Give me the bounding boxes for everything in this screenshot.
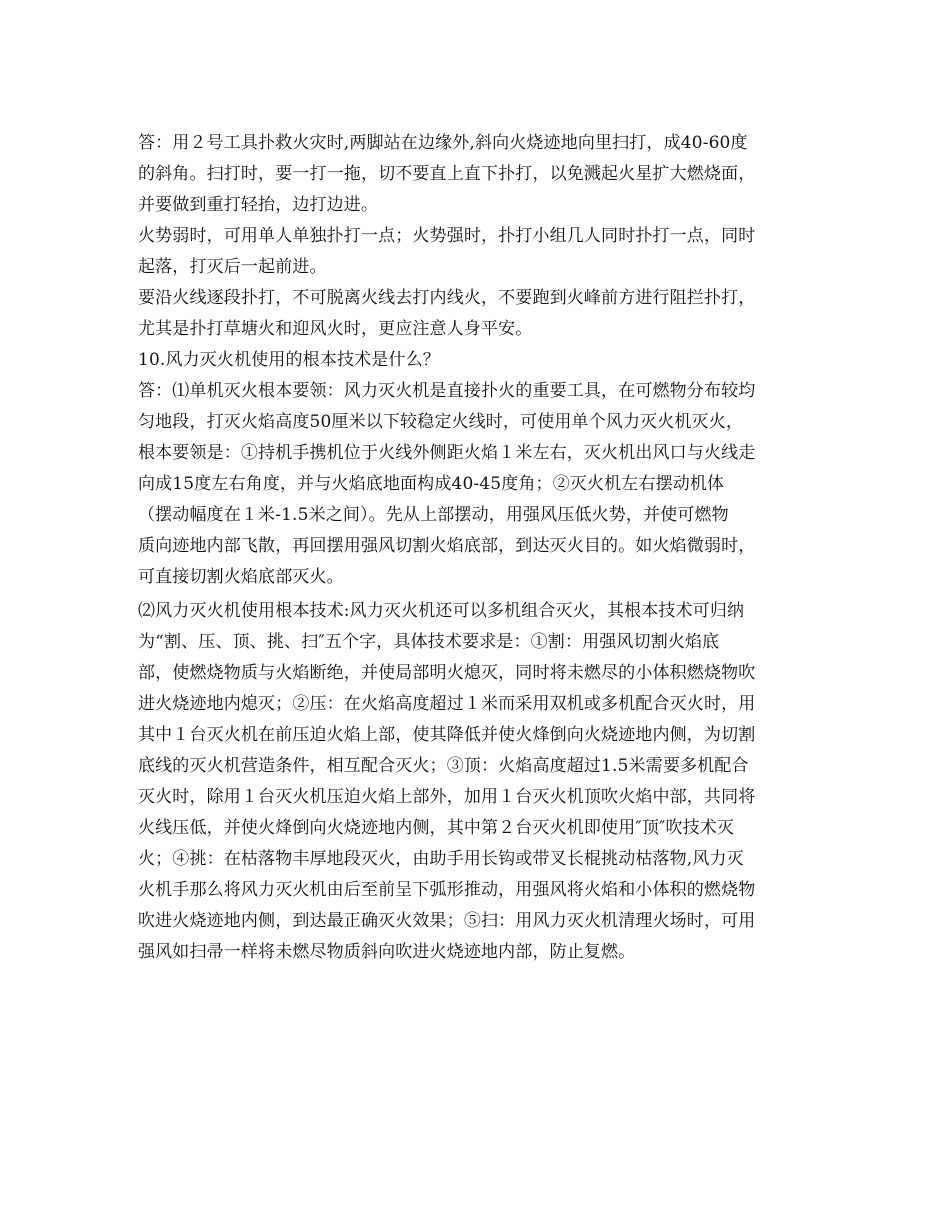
document-body [138, 128, 818, 968]
text-line: 底线的灭火机营造条件，相互配合灭火；③顶：火焰高度超过1.5米需要多机配合 [138, 756, 749, 776]
text-line: 强风如扫帚一样将未燃尽物质斜向吹进火烧迹地内部，防止复燃。 [138, 942, 636, 962]
text-line: 要沿火线逐段扑打，不可脱离火线去打内线火，不要跑到火峰前方进行阻拦扑打， [138, 288, 756, 308]
text-line: 为“割、压、顶、挑、扫″五个字，具体技术要求是：①割：用强风切割火焰底 [138, 632, 720, 652]
text-line: 答：用２号工具扑救火灾时,两脚站在边缘外,斜向火烧迹地向里扫打，成40-60度 [138, 133, 748, 153]
text-line: 向成15度左右角度，并与火焰底地面构成40-45度角；②灭火机左右摆动机体 [138, 474, 725, 494]
text-line: 火机手那么将风力灭火机由后至前呈下弧形推动，用强风将火焰和小体积的燃烧物 [138, 880, 756, 900]
text-line: ⑵风力灭火机使用根本技术:风力灭火机还可以多机组合灭火，其根本技术可归纳 [138, 601, 745, 621]
text-line: 吹进火烧迹地内侧，到达最正确灭火效果；⑤扫：用风力灭火机清理火场时，可用 [138, 911, 756, 931]
text-line: （摆动幅度在１米-1.5米之间）。先从上部摆动，用强风压低火势，并使可燃物 [138, 505, 729, 525]
text-line: 灭火时，除用１台灭火机压迫火焰上部外，加用１台灭火机顶吹火焰中部，共同将 [138, 787, 756, 807]
text-line: 答：⑴单机灭火根本要领：风力灭火机是直接扑火的重要工具，在可燃物分布较均 [138, 381, 756, 401]
text-line: 进火烧迹地内熄灭；②压：在火焰高度超过１米而采用双机或多机配合灭火时，用 [138, 694, 756, 714]
text-line: 质向迹地内部飞散，再回摆用强风切割火焰底部，到达灭火目的。如火焰微弱时， [138, 536, 756, 556]
text-line: 的斜角。扫打时，要一打一拖，切不要直上直下扑打，以免溅起火星扩大燃烧面， [138, 164, 756, 184]
text-line: 其中１台灭火机在前压迫火焰上部，使其降低并使火烽倒向火烧迹地内侧，为切割 [138, 725, 756, 745]
text-line: 匀地段，打灭火焰高度50厘米以下较稳定火线时，可使用单个风力灭火机灭火， [138, 412, 744, 432]
text-line: 尤其是扑打草塘火和迎风火时，更应注意人身平安。 [138, 319, 533, 339]
text-line: 并要做到重打轻抬，边打边进。 [138, 195, 379, 215]
text-line: 火；④挑：在枯落物丰厚地段灭火，由助手用长钩或带叉长棍挑动枯落物,风力灭 [138, 849, 744, 869]
text-line: 根本要领是：①持机手携机位于火线外侧距火焰１米左右，灭火机出风口与火线走 [138, 443, 756, 463]
text-line: 起落，打灭后一起前进。 [138, 257, 327, 277]
text-line: 可直接切割火焰底部灭火。 [138, 567, 344, 587]
text-line: 火线压低，并使火烽倒向火烧迹地内侧，其中第２台灭火机即使用″顶″吹技术灭 [138, 818, 735, 838]
text-line: 部，使燃烧物质与火焰断绝，并使局部明火熄灭，同时将未燃尽的小体积燃烧物吹 [138, 663, 756, 683]
text-line: 火势弱时，可用单人单独扑打一点；火势强时，扑打小组几人同时扑打一点，同时 [138, 226, 756, 246]
question-heading: 10.风力灭火机使用的根本技术是什么？ [138, 350, 440, 370]
